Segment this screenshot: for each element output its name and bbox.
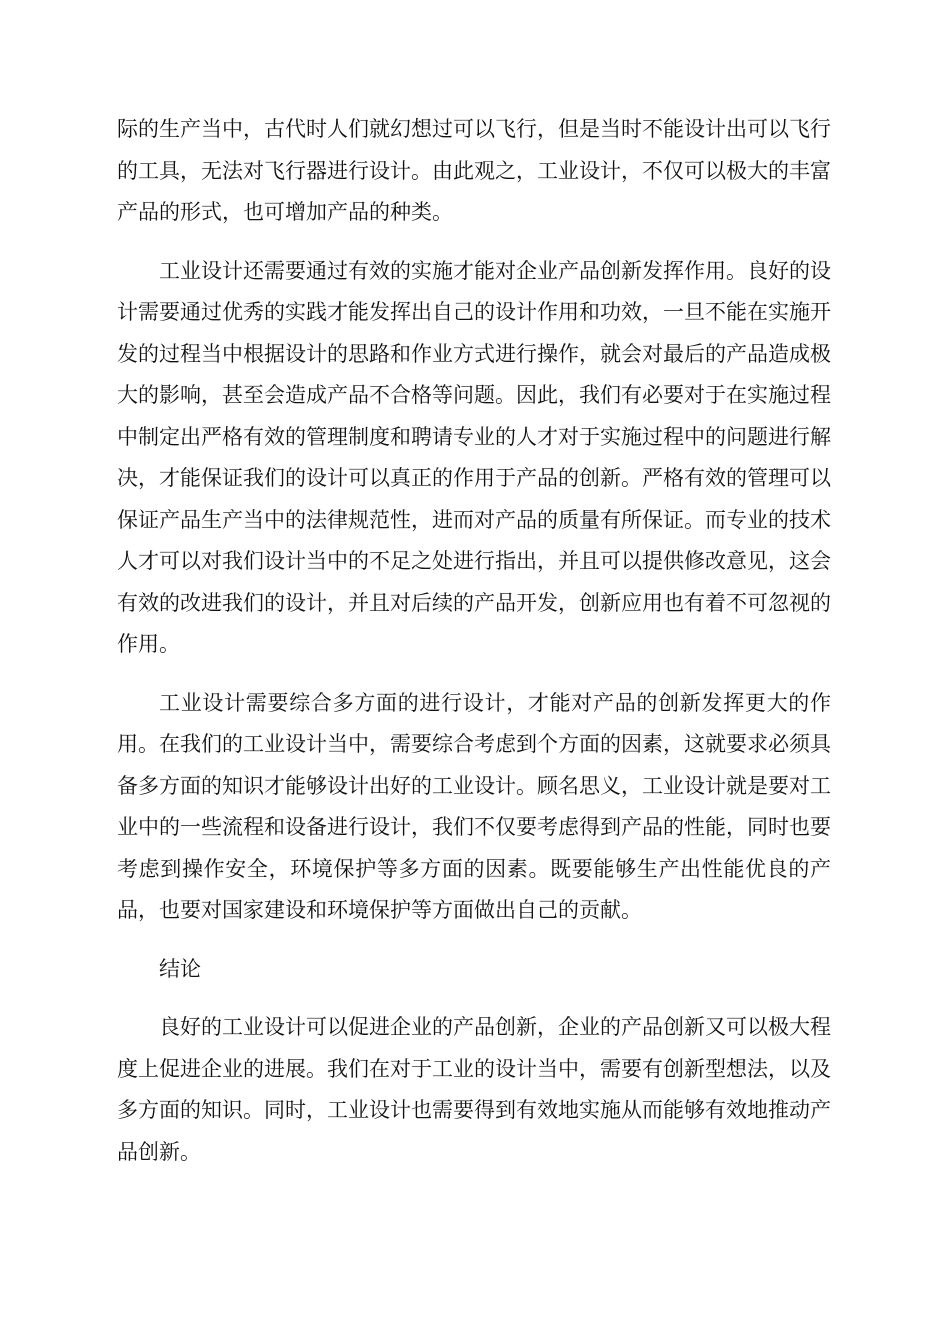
paragraph-implementation: 工业设计还需要通过有效的实施才能对企业产品创新发挥作用。良好的设计需要通过优秀的实践才能发挥出自己的设计作用和功效，一旦不能在实施开发的过程当中根据设计的思路和作业方式进行操作，就会对最后的产品造成极大的影响，甚至会造成产品不合格等问题。因此，我们有必要对于在实施过程中制定出严格有效的管理制度和聘请专业的人才对于实施过程中的问题进行解决，才能保证我们的设计可以真正的作用于产品的创新。严格有效的管理可以保证产品生产当中的法律规范性，进而对产品的质量有所保证。而专业的技术人才可以对我们设计当中的不足之处进行指出，并且可以提供修改意见，这会有效的改进我们的设计，并且对后续的产品开发，创新应用也有着不可忽视的作用。 — [117, 258, 831, 656]
paragraph-comprehensive-design: 工业设计需要综合多方面的进行设计，才能对产品的创新发挥更大的作用。在我们的工业设计当中，需要综合考虑到个方面的因素，这就要求必须具备多方面的知识才能够设计出好的工业设计。顾名思义，工业设计就是要对工业中的一些流程和设备进行设计，我们不仅要考虑得到产品的性能，同时也要考虑到操作安全，环境保护等多方面的因素。既要能够生产出性能优良的产品，也要对国家建设和环境保护等方面做出自己的贡献。 — [117, 690, 831, 922]
conclusion-heading: 结论 — [159, 956, 201, 981]
document-page — [117, 109, 831, 1190]
paragraph-continuation: 际的生产当中，古代时人们就幻想过可以飞行，但是当时不能设计出可以飞行的工具，无法对飞行器进行设计。由此观之，工业设计，不仅可以极大的丰富产品的形式，也可增加产品的种类。 — [117, 117, 831, 224]
conclusion-paragraph: 良好的工业设计可以促进企业的产品创新，企业的产品创新又可以极大程度上促进企业的进展。我们在对于工业的设计当中，需要有创新型想法，以及多方面的知识。同时，工业设计也需要得到有效地实施从而能够有效地推动产品创新。 — [117, 1015, 831, 1164]
